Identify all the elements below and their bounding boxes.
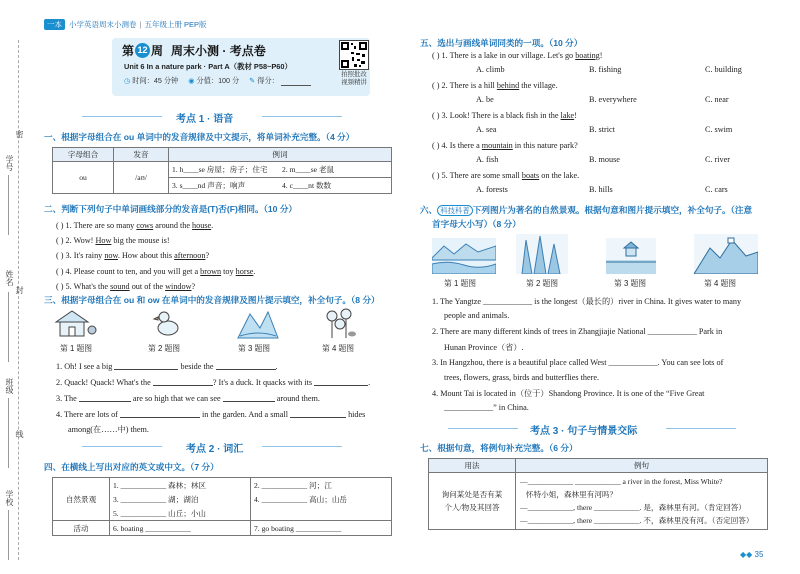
house-picture (52, 308, 98, 338)
list-item[interactable]: ( ) 4. Please count to ten, and you will get a brown toy horse. (56, 266, 256, 276)
vocab-cell[interactable]: 3. ____________ 湖；湖泊 (110, 492, 251, 506)
category: 活动 (53, 521, 110, 536)
caption: 第 4 题图 (704, 279, 737, 288)
list-item[interactable]: ( ) 3. It's rainy now. How about this afternoon? (56, 251, 210, 261)
section-heading-3: 考点 3 · 句子与情景交际 (530, 426, 638, 437)
west-lake-picture (606, 238, 656, 274)
q7-title: 七、根据句意，将例句补充完整。（6 分） (420, 443, 578, 453)
school-label: 学校 (5, 490, 14, 506)
feng-mark: 封 (15, 286, 24, 294)
q6-sentence-2[interactable]: 2. There are many different kinds of trees in Zhangjiajie National ____________ Park in (432, 327, 723, 336)
example-line[interactable]: —____________, there ____________. 不，森林里没有河。（否定回答） (520, 516, 754, 525)
clock-icon: ◷ (124, 76, 131, 85)
q6-sentence-3b: trees, flowers, grass, birds and butterflies there. (444, 373, 600, 382)
word-item[interactable]: 4. c____nt 数数 (282, 181, 332, 190)
options-row (432, 125, 772, 141)
q2-list (56, 218, 255, 294)
qr-code[interactable] (339, 40, 369, 70)
q3-title: 三、根据字母组合在 ou 和 ow 在单词中的发音规律及图片提示填空，补全句子。（8 分） (44, 295, 380, 305)
section-heading-1: 考点 1 · 语音 (176, 114, 234, 125)
list-item[interactable]: ( ) 3. Look! There is a black fish in the lake! (432, 111, 577, 120)
q1-table (52, 147, 392, 194)
list-item[interactable]: ( ) 1. There is a lake in our village. Let's go boating! (432, 51, 603, 60)
total-score: 分值：100 分 (196, 76, 240, 85)
list-item[interactable]: ( ) 2. Wow! How big the mouse is! (56, 236, 170, 246)
time-limit: 时间：45 分钟 (132, 76, 179, 85)
option[interactable]: B. hills (589, 185, 613, 194)
word-item[interactable]: 1. h____se 房屋；房子；住宅 (172, 165, 268, 174)
score-obtained: 得分： (257, 76, 279, 85)
section-heading-2: 考点 2 · 词汇 (186, 444, 244, 455)
divider (666, 428, 736, 429)
option[interactable]: A. fish (476, 155, 499, 164)
table-header: 字母组合 (53, 148, 114, 162)
q5-title: 五、选出与画线单词同类的一项。（10 分） (420, 38, 583, 48)
vocab-cell[interactable]: 6. boating ____________ (110, 521, 251, 536)
class-field[interactable] (8, 398, 9, 468)
q2-title: 二、判断下列句子中单词画线部分的发音是(T)否(F)相同。（10 分） (44, 204, 298, 214)
caption: 第 1 题图 (444, 279, 477, 288)
qr-caption: 拍照批改 视频精讲 (341, 71, 367, 86)
option[interactable]: A. forests (476, 185, 508, 194)
vocab-cell[interactable]: 5. ____________ 山丘；小山 (110, 506, 251, 521)
option[interactable]: A. climb (476, 65, 505, 74)
q3-line-3[interactable]: 3. The are so high that we can see around them. (56, 394, 320, 403)
option[interactable]: C. swim (705, 125, 733, 134)
table-header: 发音 (114, 148, 169, 162)
divider (262, 446, 342, 447)
duck-picture (152, 308, 184, 338)
vocab-cell[interactable]: 7. go boating ____________ (251, 521, 392, 536)
q6-sentence-1[interactable]: 1. The Yangtze ____________ is the longest（最长的）river in China. It gives water to many (432, 297, 742, 306)
vocab-cell[interactable]: 4. ____________ 高山；山岳 (251, 492, 392, 506)
header-strip: 一本 小学英语周末小测卷 | 五年级上册 PEP版 (44, 18, 207, 30)
q6-sentence-1b: people and animals. (444, 311, 510, 320)
option[interactable]: A. be (476, 95, 494, 104)
caption: 第 1 题图 (60, 344, 93, 353)
table-header: 例句 (516, 459, 768, 473)
vocab-cell[interactable]: 2. ____________ 河；江 (251, 478, 392, 493)
caption: 第 3 题图 (238, 344, 271, 353)
brand-badge: 一本 (44, 19, 65, 30)
name-label: 姓名 (5, 270, 14, 286)
score-icon: ◉ (188, 76, 195, 85)
example-line[interactable]: —____________ ____________ a river in the forest, Miss White? (520, 477, 723, 486)
unit-line: Unit 6 In a nature park · Part A（教材 P58~P60） (124, 62, 292, 71)
divider (262, 116, 342, 117)
vocab-cell[interactable]: 1. ____________ 森林；林区 (110, 478, 251, 493)
word-item[interactable]: 3. s____nd 声音；响声 (172, 181, 246, 190)
options-row (432, 95, 772, 111)
class-label: 班级 (5, 378, 14, 394)
q6-sentence-4b[interactable]: ____________” in China. (444, 403, 529, 412)
options-row (432, 65, 772, 81)
list-item[interactable]: ( ) 2. There is a hill behind the village. (432, 81, 558, 90)
student-no-label: 学号 (5, 155, 14, 171)
category: 自然景观 (53, 478, 110, 521)
q6-sentence-2b: Hunan Province（省）. (444, 343, 524, 352)
q4-title: 四、在横线上写出对应的英文或中文。（7 分） (44, 462, 219, 472)
options-row (432, 155, 772, 171)
example-line[interactable]: —____________, there ____________. 是，森林里有河。（肯定回答） (520, 503, 746, 512)
option[interactable]: A. sea (476, 125, 497, 134)
list-item[interactable]: ( ) 4. Is there a mountain in this nature park? (432, 141, 578, 150)
option[interactable]: C. building (705, 65, 742, 74)
meta-line (124, 76, 311, 86)
river-picture (432, 238, 496, 274)
example-translation: 怀特小姐，森林里有河吗？ (526, 490, 618, 499)
q6-title-cont: 首字母大小写）（8 分） (432, 219, 521, 229)
page-number: ◆◆ 35 (740, 550, 764, 559)
mount-tai-picture (694, 234, 758, 274)
phonetic: /aʊ/ (114, 162, 169, 194)
chevron-icon: ◆◆ (740, 550, 753, 559)
example-cell (516, 473, 768, 530)
q3-line-5: among(在……中) them. (68, 425, 149, 434)
q3-line-2[interactable]: 2. Quack! Quack! What's the ? It's a duck. It quacks with its . (56, 378, 371, 387)
caption: 第 2 题图 (148, 344, 181, 353)
option[interactable]: B. fishing (589, 65, 622, 74)
q7-table (428, 458, 768, 530)
score-field[interactable] (281, 76, 311, 86)
topic-tag: 科技科普 (437, 205, 473, 216)
option[interactable]: C. near (705, 95, 729, 104)
series-name: 小学英语周末小测卷 (69, 19, 137, 29)
usage-cell: 询问某处是否有某 个人/物及其回答 (429, 473, 516, 530)
list-item[interactable]: ( ) 1. There are so many cows around the house. (56, 221, 214, 230)
q5-list (432, 51, 772, 201)
options-row (432, 185, 772, 201)
option[interactable]: B. everywhere (589, 95, 637, 104)
caption: 第 3 题图 (614, 279, 647, 288)
q6-sentence-3[interactable]: 3. In Hangzhou, there is a beautiful place called West ____________. You can see lots of (432, 358, 724, 367)
q3-line-1[interactable]: 1. Oh! I see a big beside the . (56, 362, 278, 371)
seal-mark: 密 (15, 130, 24, 138)
option[interactable]: C. river (705, 155, 731, 164)
divider (82, 446, 162, 447)
q6-title: 六、 科技科普 下列图片为著名的自然景观。根据句意和图片提示填空，补全句子。（注意 (420, 205, 753, 215)
grade-name: 五年级上册 PEP版 (144, 19, 207, 29)
option[interactable]: C. cars (705, 185, 728, 194)
qr-code-icon (340, 41, 368, 69)
option[interactable]: B. strict (589, 125, 615, 134)
q1-title: 一、根据字母组合在 ou 单词中的发音规律及中文提示，将单词补充完整。（4 分） (44, 132, 355, 142)
letter-combo: ou (53, 162, 114, 194)
list-item[interactable]: ( ) 5. There are some small boats on the lake. (432, 171, 580, 180)
q3-line-4[interactable]: 4. There are lots of in the garden. And a small hides (56, 410, 366, 419)
school-field[interactable] (8, 510, 9, 560)
option[interactable]: B. mouse (589, 155, 620, 164)
xian-mark: 线 (15, 430, 24, 438)
table-header: 例词 (169, 148, 392, 162)
list-item[interactable]: ( ) 5. What's the sound out of the window? (56, 281, 196, 291)
name-field[interactable] (8, 292, 9, 362)
student-no-field[interactable] (8, 175, 9, 235)
flowers-picture (322, 306, 358, 340)
divider (448, 428, 518, 429)
pen-icon: ✎ (249, 76, 256, 85)
q4-table (52, 477, 392, 536)
page-title: 周末小测 · 考点卷 (171, 44, 266, 58)
divider (82, 116, 162, 117)
q6-sentence-4: 4. Mount Tai is located in（位于）Shandong Province. It is one of the “Five Great (432, 389, 705, 398)
forest-park-picture (516, 234, 568, 274)
word-item[interactable]: 2. m____se 老鼠 (282, 165, 335, 174)
caption: 第 4 题图 (322, 344, 355, 353)
table-header: 用法 (429, 459, 516, 473)
binding-spine (0, 0, 44, 574)
week-title: 第 12 周 周末小测 · 考点卷 (122, 44, 266, 58)
cut-line (18, 40, 19, 560)
caption: 第 2 题图 (526, 279, 559, 288)
week-number-badge: 12 (135, 43, 150, 58)
mountain-picture (236, 306, 280, 340)
